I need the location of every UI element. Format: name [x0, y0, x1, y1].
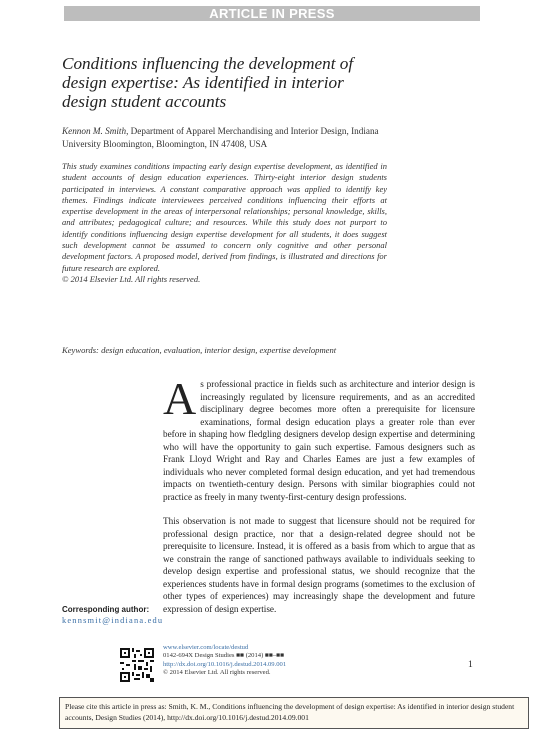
article-title: Conditions influencing the development of design expertise: As identified in interior design student accounts — [62, 54, 354, 111]
qr-code-icon — [120, 648, 154, 682]
banner-text: ARTICLE IN PRESS — [209, 6, 335, 21]
body-paragraph-1-text: s professional practice in fields such as architecture and interior design is increasingly regulated by licensure requirements, and as an accredited disciplinary degree becomes more often a prerequisite for licensure examinations, formal design education plays a greater role than ever before in shaping how fledgling designers develop design expertise and determining who will have the opportunity to gain such expertise. Famous designers such as Frank Lloyd Wright and Ray and Charles Eames are just a few examples of individuals who never completed formal design education, and yet had tremendous impacts on twentieth-century design. Persons with similar biographies could not practice as freely in many twenty-first-century design professions. — [163, 379, 475, 502]
page-number: 1 — [468, 660, 473, 670]
body-paragraph-1 — [163, 373, 475, 503]
footer-copyright: © 2014 Elsevier Ltd. All rights reserved. — [163, 669, 271, 677]
corresponding-author-label: Corresponding author: — [62, 605, 150, 614]
article-body — [163, 373, 475, 627]
citation-box: Please cite this article in press as: Smith, K. M., Conditions influencing the development of design expertise: As identified in interior design student accounts, Design Studies (2014), http://dx.doi.org/10.1016/j.destud.2014.09.001 — [59, 697, 529, 729]
author-affiliation: , Department of Apparel Merchandising and Interior Design, Indiana University Bloomington, Bloomington, IN 47408, USA — [62, 126, 379, 149]
keywords: Keywords: design education, evaluation, interior design, expertise development — [62, 345, 337, 355]
abstract — [62, 161, 387, 285]
journal-footer — [163, 644, 423, 678]
article-in-press-banner — [64, 6, 480, 21]
body-paragraph-2: This observation is not made to suggest that licensure should not be required for professional design practice, nor that a design-related degree should not be prerequisite to licensure. Instead, it is offered as a basis from which to argue that as we constrain the range of sanctioned pathways available to individuals seeking to develop design expertise and professional status, we should recognize that the experiences students have in formal design programs (sometimes to the exclusion of other types of experiences) may increasingly shape the development and future expression of design expertise. — [163, 516, 475, 614]
author-name: Kennon M. Smith — [62, 126, 127, 136]
abstract-copyright: © 2014 Elsevier Ltd. All rights reserved. — [62, 273, 201, 284]
abstract-text: This study examines conditions impacting early design expertise development, as identified in student accounts of design education experiences. Thirty-eight interior design students participated in interviews. A constant comparative approach was applied to identify key themes. Findings indicate interviewees perceived conditions influencing their efforts at expertise development in the areas of interpersonal relationships; personal knowledge, skills, and attributes; pedagogical culture; and resources. While this study does not purport to identify conditions influencing design expertise development for all students, it does suggest such development cannot be assumed to concern only cognitive and other personal development factors. A proposed model, derived from findings, is illustrated and directions for future research are explored. — [62, 161, 387, 273]
journal-issn: 0142-694X Design Studies ■■ (2014) ■■–■■ — [163, 652, 285, 660]
author-block — [62, 125, 392, 151]
journal-url[interactable]: www.elsevier.com/locate/destud — [163, 644, 249, 651]
corresponding-author — [62, 604, 164, 626]
drop-cap: A — [163, 373, 197, 424]
doi-link[interactable]: http://dx.doi.org/10.1016/j.destud.2014.09.001 — [163, 660, 287, 668]
corresponding-author-email[interactable]: kennsmit@indiana.edu — [62, 616, 164, 625]
